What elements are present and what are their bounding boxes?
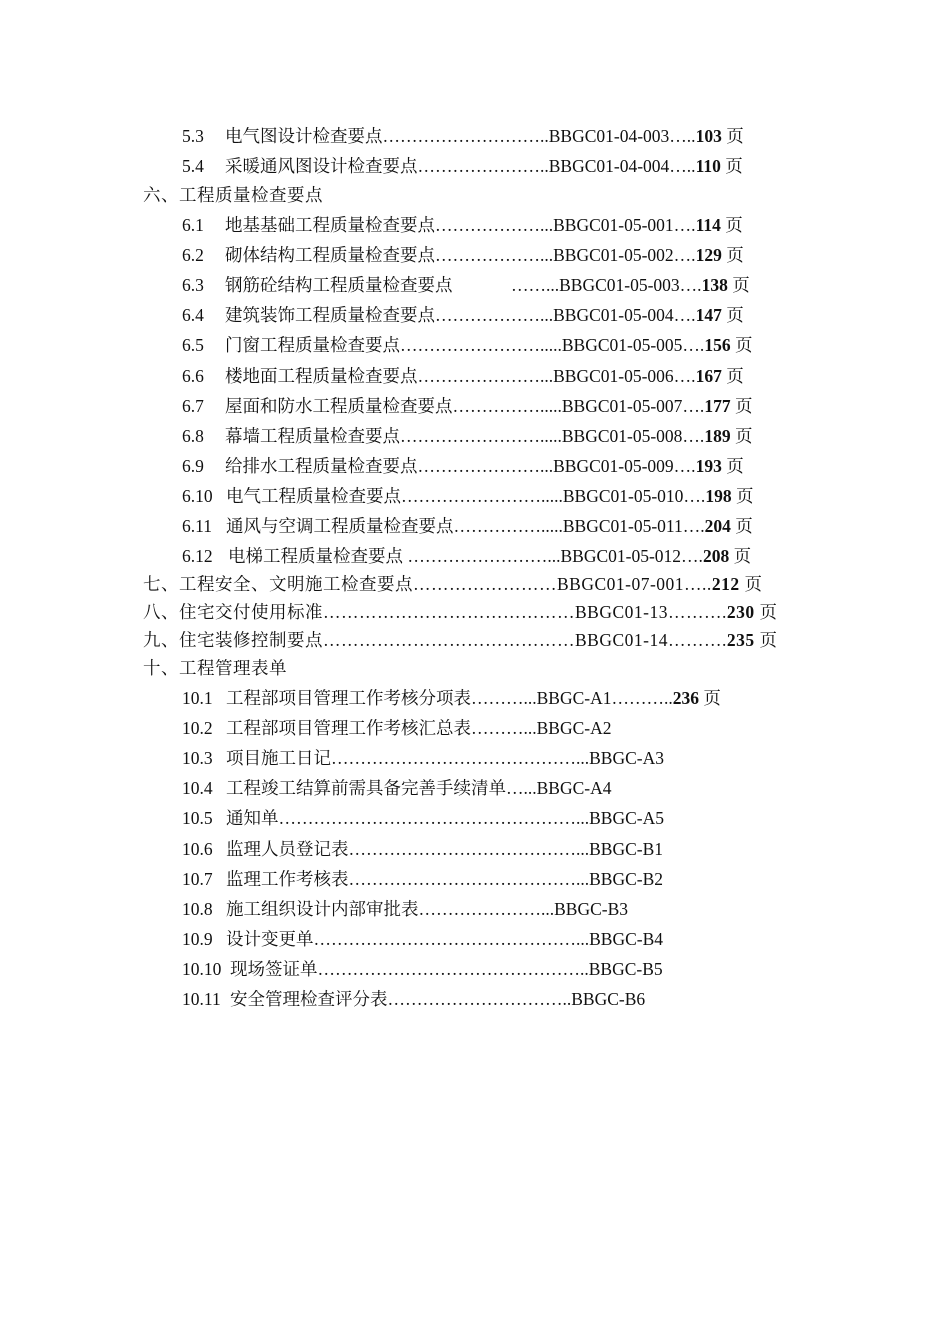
entry-text: 屋面和防水工程质量检查要点…………….....BBGC01-05-007….177 页 bbox=[225, 395, 753, 416]
page-number: 103 bbox=[695, 126, 722, 146]
page-number: 212 bbox=[711, 573, 740, 594]
entry-text: 电梯工程质量检查要点 ……………………...BBGC01-05-012….208 页 bbox=[228, 545, 752, 566]
entry-number: 6.6 bbox=[182, 365, 204, 386]
entry-number: 10.5 bbox=[182, 808, 213, 829]
toc-entry-6-3 bbox=[0, 270, 950, 300]
entry-number: 6.2 bbox=[182, 244, 204, 265]
entry-text: 采暖通风图设计检查要点…………………..BBGC01-04-004…..110 页 bbox=[225, 156, 743, 177]
section-heading: 九、住宅装修控制要点……………………………………BBGC01-14……….235 页 bbox=[143, 630, 778, 651]
entry-number: 10.9 bbox=[182, 929, 213, 950]
toc-entry-6-7 bbox=[0, 391, 950, 421]
entry-text: 砌体结构工程质量检查要点………………...BBGC01-05-002….129 页 bbox=[225, 244, 744, 265]
entry-text: 现场签证单………………………………………..BBGC-B5 bbox=[230, 959, 663, 980]
entry-number: 10.11 bbox=[182, 989, 221, 1010]
entry-number: 6.3 bbox=[182, 274, 204, 295]
toc-entry-10-10 bbox=[0, 954, 950, 984]
toc-entry-6-9 bbox=[0, 451, 950, 481]
toc-heading-8 bbox=[0, 598, 950, 626]
page-number: 129 bbox=[695, 244, 722, 265]
toc-heading-6 bbox=[0, 181, 950, 209]
entry-number: 10.2 bbox=[182, 717, 213, 738]
page-number: 156 bbox=[704, 335, 731, 356]
entry-text: 电气工程质量检查要点…………………….....BBGC01-05-010….198 页 bbox=[226, 486, 754, 507]
page-number: 189 bbox=[704, 425, 731, 446]
toc-entry-10-1 bbox=[0, 683, 950, 713]
entry-number: 10.6 bbox=[182, 838, 213, 859]
entry-number: 6.8 bbox=[182, 425, 204, 446]
toc-entry-10-5 bbox=[0, 803, 950, 833]
entry-number: 10.8 bbox=[182, 898, 213, 919]
entry-text: 门窗工程质量检查要点…………………….....BBGC01-05-005….156 页 bbox=[225, 335, 753, 356]
toc-heading-7 bbox=[0, 570, 950, 598]
entry-number: 6.7 bbox=[182, 395, 204, 416]
page-number: 114 bbox=[695, 214, 721, 235]
page-number: 236 bbox=[672, 687, 699, 708]
page-number: 147 bbox=[695, 305, 722, 326]
section-heading: 十、工程管理表单 bbox=[143, 658, 287, 679]
toc-entry-10-8 bbox=[0, 894, 950, 924]
page-number: 230 bbox=[726, 602, 755, 622]
toc-entry-6-2 bbox=[0, 240, 950, 270]
entry-number: 10.10 bbox=[182, 959, 222, 980]
entry-number: 10.1 bbox=[182, 687, 213, 708]
section-heading: 六、工程质量检查要点 bbox=[143, 185, 323, 206]
section-heading: 八、住宅交付使用标准……………………………………BBGC01-13……….230 页 bbox=[143, 602, 778, 622]
toc-entry-10-3 bbox=[0, 743, 950, 773]
entry-text: 幕墙工程质量检查要点…………………….....BBGC01-05-008….189 页 bbox=[225, 425, 753, 446]
entry-text: 通知单……………………………………………...BBGC-A5 bbox=[226, 808, 664, 829]
entry-text: 项目施工日记……………………………………...BBGC-A3 bbox=[226, 747, 664, 768]
entry-number: 6.1 bbox=[182, 214, 204, 235]
entry-text: 监理工作考核表…………………………………...BBGC-B2 bbox=[226, 868, 664, 889]
entry-text: 楼地面工程质量检查要点…………………...BBGC01-05-006….167 页 bbox=[225, 365, 744, 386]
page-number: 208 bbox=[702, 545, 730, 566]
toc-entry-10-9 bbox=[0, 924, 950, 954]
page-number: 204 bbox=[704, 516, 731, 537]
toc-entry-5-4 bbox=[0, 151, 950, 181]
entry-text: 建筑装饰工程质量检查要点………………...BBGC01-05-004….147 页 bbox=[225, 305, 744, 326]
page-number: 138 bbox=[701, 274, 728, 295]
entry-text: 施工组织设计内部审批表…………………...BBGC-B3 bbox=[226, 898, 629, 919]
entry-number: 6.9 bbox=[182, 456, 204, 477]
entry-text: 钢筋砼结构工程质量检查要点 bbox=[225, 274, 453, 295]
page-number: 177 bbox=[704, 395, 731, 416]
entry-number: 6.5 bbox=[182, 335, 204, 356]
entry-text: 工程部项目管理工作考核汇总表………...BBGC-A2 bbox=[226, 717, 612, 738]
entry-text: 安全管理检查评分表…………………………..BBGC-B6 bbox=[230, 989, 646, 1010]
toc-entry-5-3 bbox=[0, 121, 950, 151]
toc-entry-10-2 bbox=[0, 713, 950, 743]
toc-entry-6-12 bbox=[0, 542, 950, 570]
toc-entry-10-6 bbox=[0, 834, 950, 864]
entry-number: 10.7 bbox=[182, 868, 213, 889]
entry-leader: ……...BBGC01-05-003….138 页 bbox=[511, 274, 750, 295]
page-number: 235 bbox=[726, 630, 755, 651]
page-number: 193 bbox=[695, 456, 722, 477]
entry-number: 5.4 bbox=[182, 156, 204, 177]
entry-number: 10.3 bbox=[182, 747, 213, 768]
entry-text: 工程竣工结算前需具备完善手续清单…...BBGC-A4 bbox=[226, 778, 612, 799]
toc-entry-6-8 bbox=[0, 421, 950, 451]
table-of-contents bbox=[0, 121, 950, 1015]
entry-number: 6.4 bbox=[182, 305, 204, 326]
entry-text: 通风与空调工程质量检查要点…………….....BBGC01-05-011….204 页 bbox=[226, 516, 753, 537]
page-number: 198 bbox=[705, 486, 732, 507]
toc-entry-10-11 bbox=[0, 984, 950, 1014]
entry-text: 工程部项目管理工作考核分项表………...BBGC-A1………..236 页 bbox=[226, 687, 721, 708]
toc-entry-6-11 bbox=[0, 511, 950, 541]
entry-number: 5.3 bbox=[182, 126, 204, 146]
toc-entry-6-5 bbox=[0, 330, 950, 360]
entry-number: 6.10 bbox=[182, 486, 213, 507]
entry-text: 地基基础工程质量检查要点………………...BBGC01-05-001….114 页 bbox=[225, 214, 743, 235]
entry-number: 10.4 bbox=[182, 778, 213, 799]
toc-entry-6-1 bbox=[0, 210, 950, 240]
toc-entry-6-6 bbox=[0, 361, 950, 391]
page-number: 110 bbox=[695, 156, 721, 177]
toc-entry-6-4 bbox=[0, 300, 950, 330]
toc-heading-9 bbox=[0, 626, 950, 654]
entry-text: 监理人员登记表…………………………………...BBGC-B1 bbox=[226, 838, 664, 859]
toc-entry-10-7 bbox=[0, 864, 950, 894]
entry-number: 6.11 bbox=[182, 516, 212, 537]
entry-text: 设计变更单………………………………………...BBGC-B4 bbox=[226, 929, 664, 950]
section-heading: 七、工程安全、文明施工检查要点……………………BBGC01-07-001…..212 页 bbox=[143, 573, 763, 594]
entry-text: 给排水工程质量检查要点…………………...BBGC01-05-009….193 页 bbox=[225, 456, 744, 477]
entry-text: 电气图设计检查要点………………………..BBGC01-04-003…..103 页 bbox=[225, 126, 744, 146]
entry-number: 6.12 bbox=[182, 545, 213, 566]
toc-heading-10 bbox=[0, 654, 950, 682]
toc-entry-6-10 bbox=[0, 481, 950, 511]
page-number: 167 bbox=[695, 365, 722, 386]
toc-entry-10-4 bbox=[0, 773, 950, 803]
